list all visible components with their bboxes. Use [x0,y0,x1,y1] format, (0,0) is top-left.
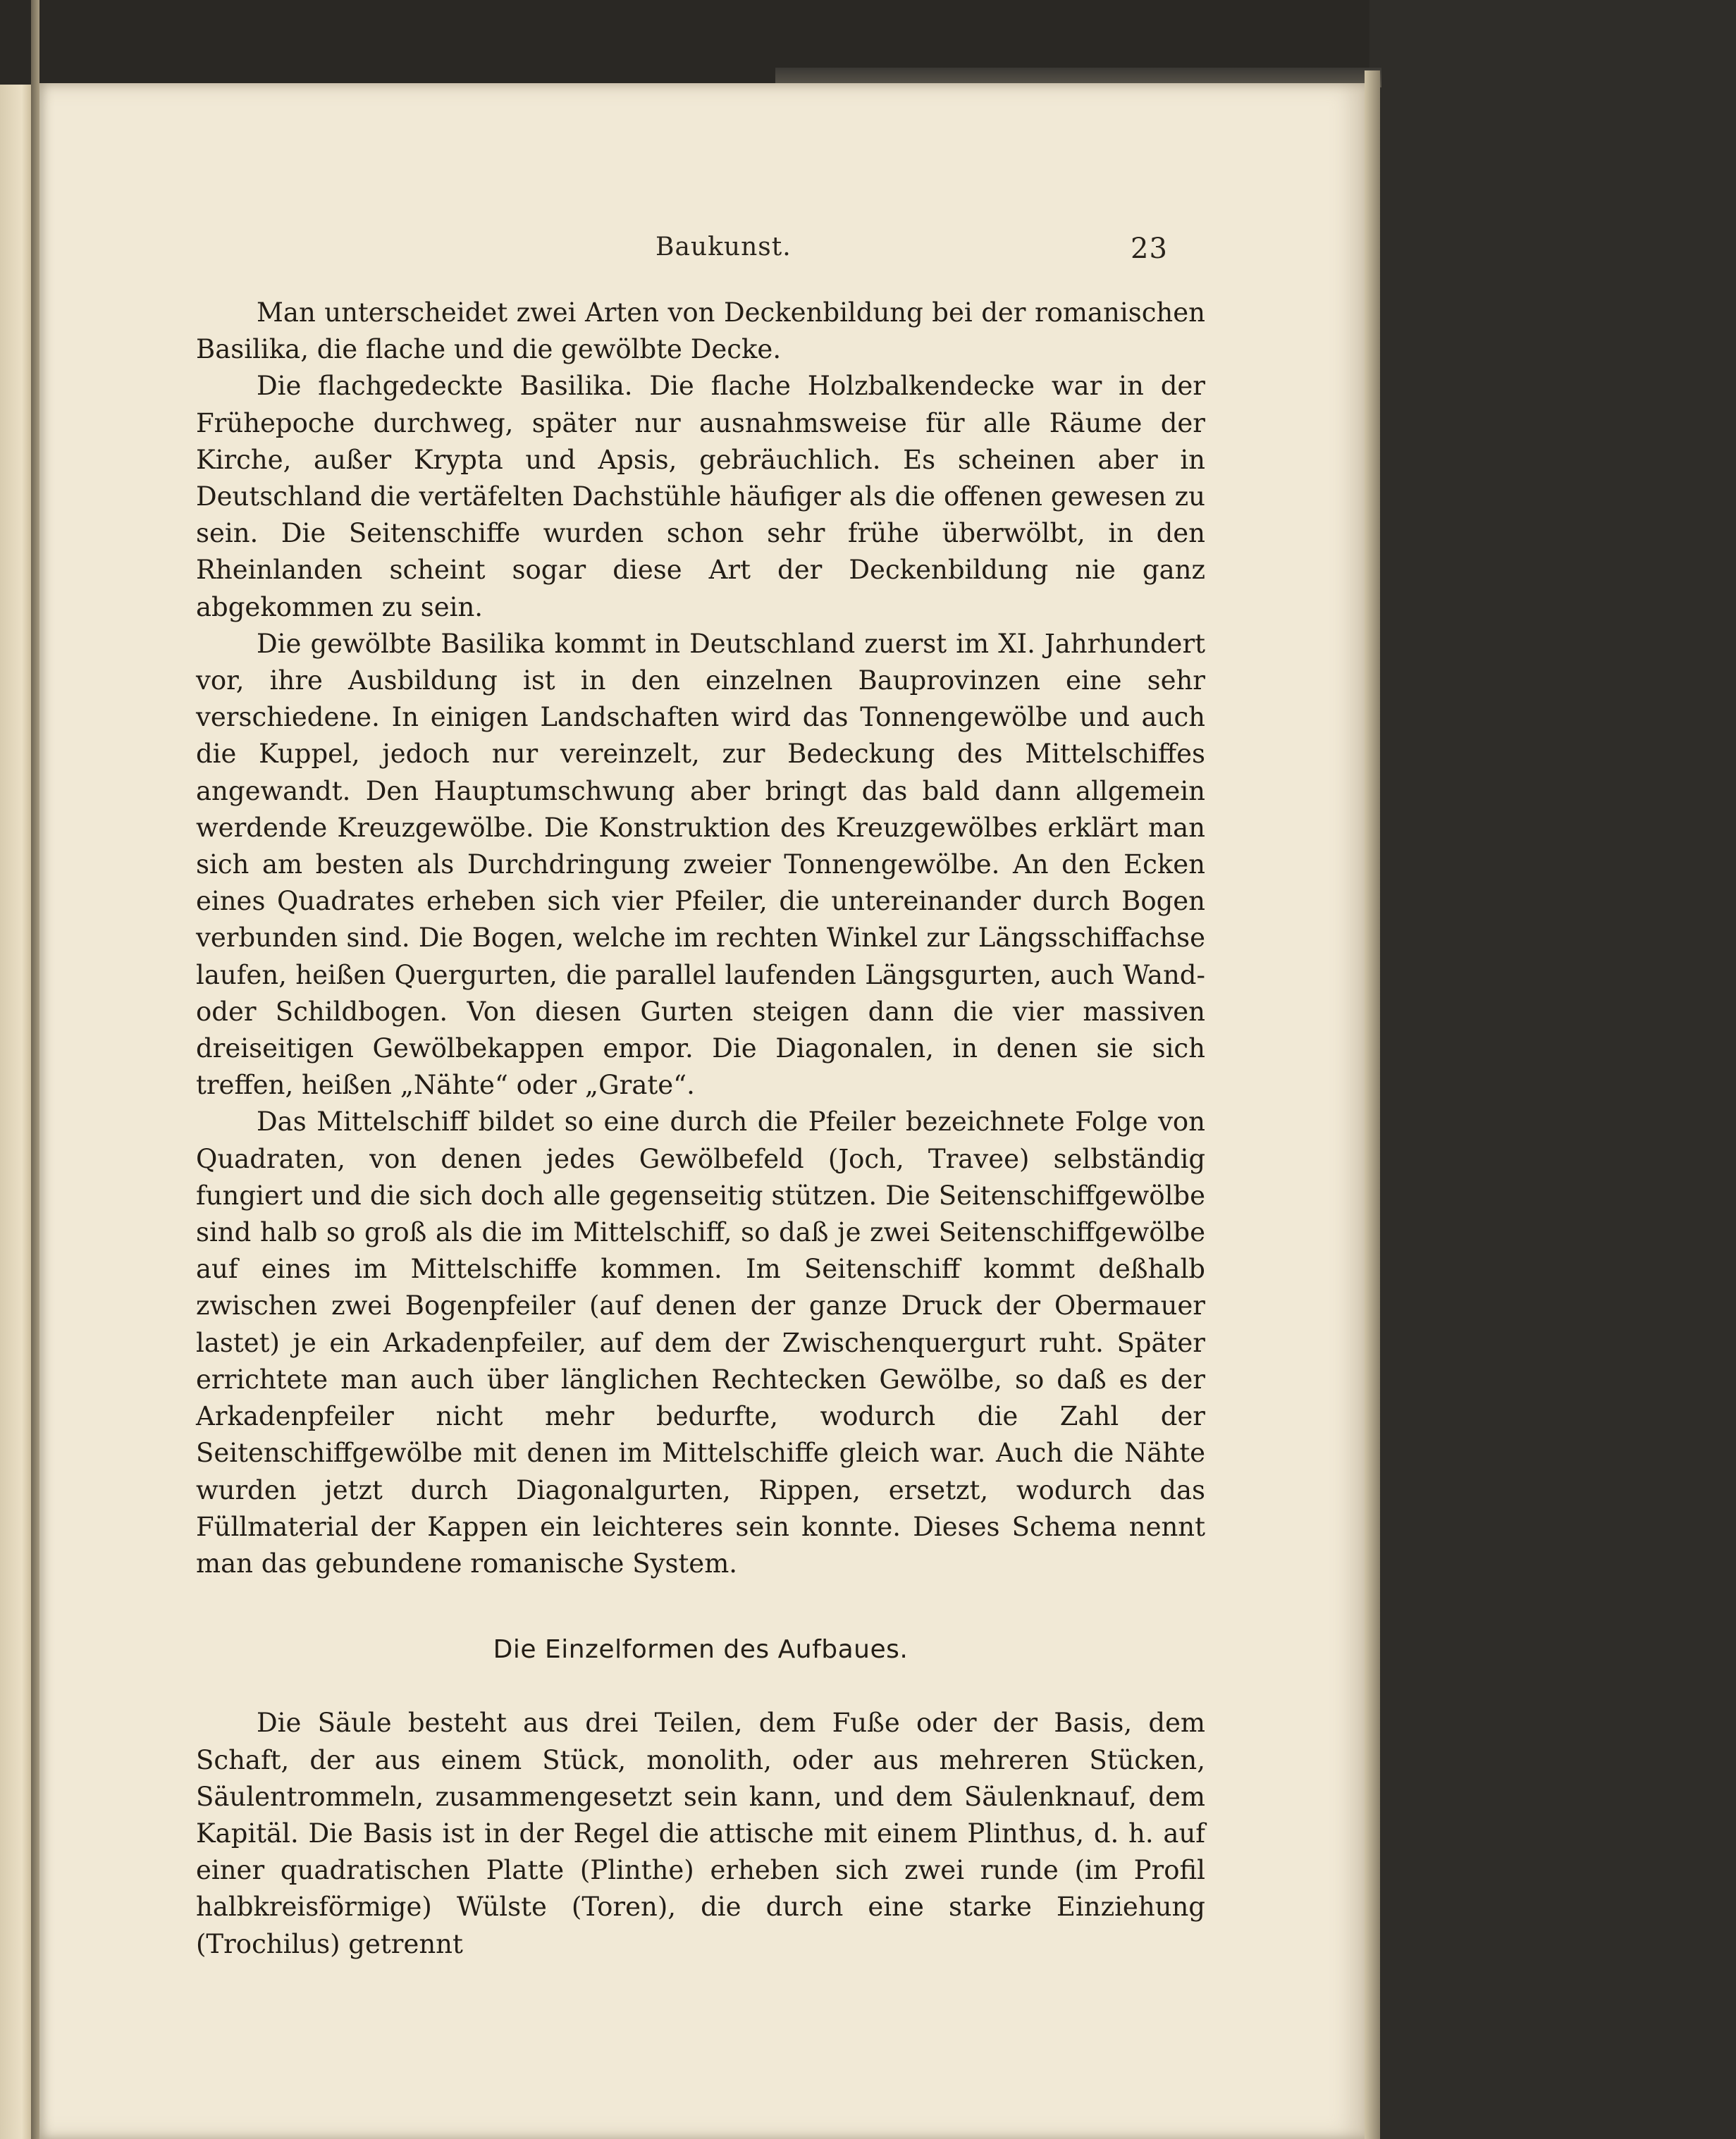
running-title: Baukunst. [655,233,792,261]
previous-page-edge [0,85,31,2139]
book-page [39,83,1365,2139]
paragraph: Die gewölbte Basilika kommt in Deutschland zuerst im XI. Jahrhundert vor, ihre Ausbildung ist in den einzelnen Bauprovinzen eine sehr verschiedene. In einigen Landschaften wird das Tonnengewölbe und auch die Kuppel, jedoch nur vereinzelt, zur Bedeckung des Mittelschiffes angewandt. Den Hauptumschwung aber bringt das bald dann allgemein werdende Kreuzgewölbe. Die Konstruktion des Kreuzgewölbes erklärt man sich am besten als Durchdringung zweier Tonnengewölbe. An den Ecken eines Quadrates erheben sich vier Pfeiler, die untereinander durch Bogen verbunden sind. Die Bogen, welche im rechten Winkel zur Längsschiffachse laufen, heißen Quergurten, die parallel laufenden Längsgurten, auch Wand- oder Schildbogen. Von diesen Gurten steigen dann die vier massiven dreiseitigen Gewölbekappen empor. Die Diagonalen, in denen sie sich treffen, heißen „Nähte“ oder „Grate“. [196,628,1205,1101]
page-edge [1365,70,1380,2139]
paragraph: Die Säule besteht aus drei Teilen, dem Fuße oder der Basis, dem Schaft, der aus einem Stück, monolith, oder aus mehreren Stücken, Säulentrommeln, zusammengesetzt sein kann, und dem Säulenknauf, dem Kapitäl. Die Basis ist in der Regel die attische mit einem Plinthus, d. h. auf einer quadratischen Platte (Plinthe) erheben sich zwei runde (im Profil halbkreisförmige) Wülste (Toren), die durch eine starke Einziehung (Trochilus) getrennt [196,1708,1205,1959]
book-gutter [31,0,39,2139]
paragraph: Man unterscheidet zwei Arten von Deckenbildung bei der romanischen Basilika, die flache und die gewölbte Decke. [196,297,1205,365]
section-heading: Die Einzelformen des Aufbaues. [493,1635,909,1665]
body-text [196,295,1205,1963]
paragraph: Das Mittelschiff bildet so eine durch die Pfeiler bezeichnete Folge von Quadraten, von denen jedes Gewölbefeld (Joch, Travee) selbständig fungiert und die sich doch alle gegenseitig stützen. Die Seitenschiffgewölbe sind halb so groß als die im Mittelschiff, so daß je zwei Seitenschiffgewölbe auf eines im Mittelschiffe kommen. Im Seitenschiff kommt deßhalb zwischen zwei Bogenpfeiler (auf denen der ganze Druck der Obermauer lastet) je ein Arkadenpfeiler, auf dem der Zwischenquergurt ruht. Später errichtete man auch über länglichen Rechtecken Gewölbe, so daß es der Arkadenpfeiler nicht mehr bedurfte, wodurch die Zahl der Seitenschiffgewölbe mit denen im Mittelschiffe gleich war. Auch die Nähte wurden jetzt durch Diagonalgurten, Rippen, ersetzt, wodurch das Füllmaterial der Kappen ein leichteres sein konnte. Dieses Schema nennt man das gebundene romanische System. [196,1107,1205,1579]
paragraph: Die flachgedeckte Basilika. Die flache Holzbalkendecke war in der Frühepoche durchweg, später nur ausnahmsweise für alle Räume der Kirche, außer Krypta und Apsis, gebräuchlich. Es scheinen aber in Deutschland die vertäfelten Dachstühle häufiger als die offenen gewesen zu sein. Die Seitenschiffe wurden schon sehr frühe überwölbt, in den Rheinlanden scheint sogar diese Art der Deckenbildung nie ganz abgekommen zu sein. [196,371,1205,622]
page-number: 23 [1131,233,1168,265]
scanner-background [1369,0,1736,2139]
